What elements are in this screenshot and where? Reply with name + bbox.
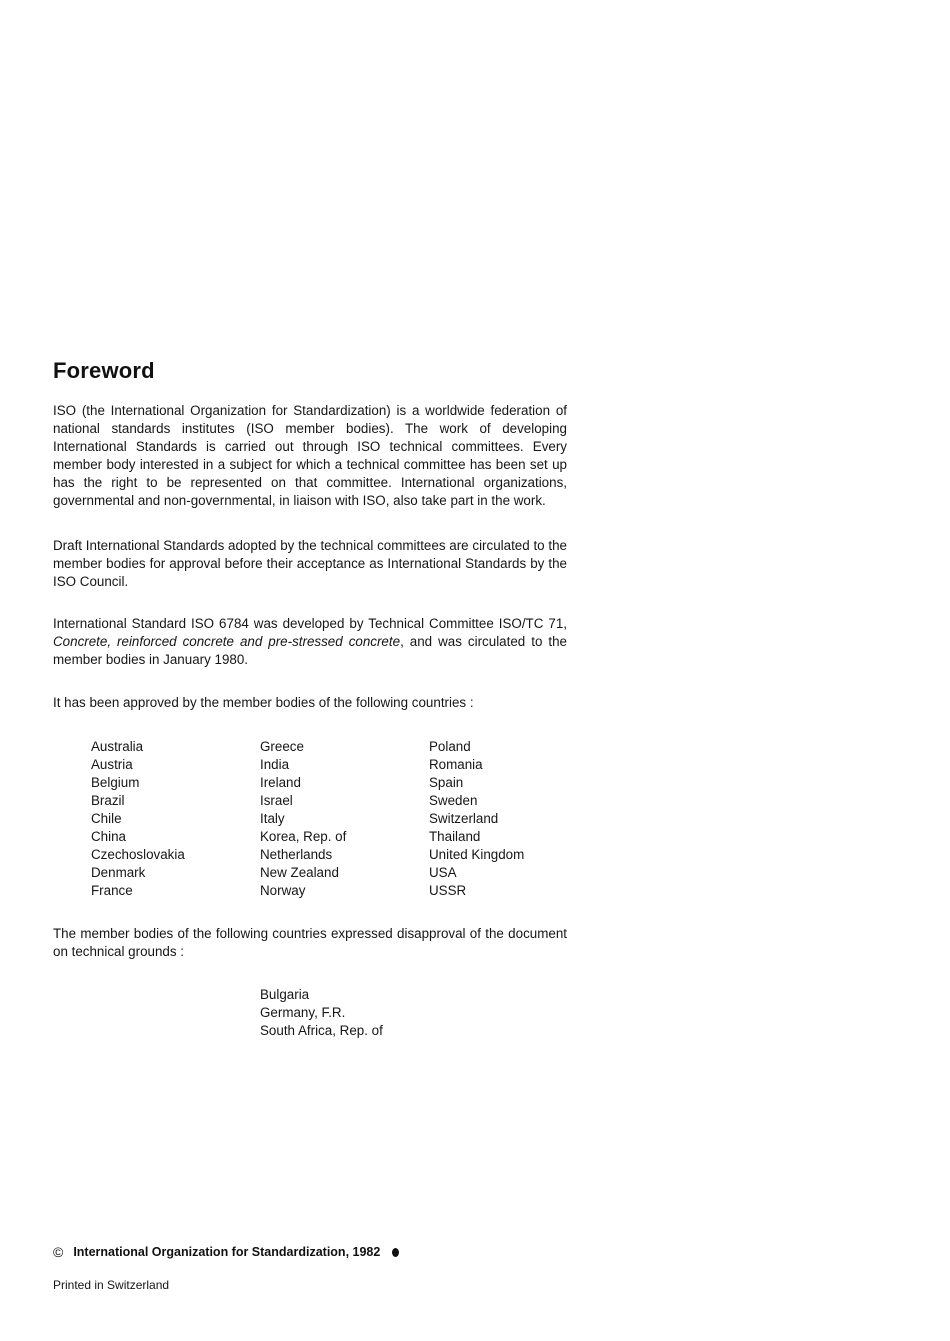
country-item: Austria [91, 757, 133, 772]
country-item: Korea, Rep. of [260, 829, 347, 844]
page-title: Foreword [53, 358, 155, 383]
committee-title: Concrete, reinforced concrete and pre-stressed concrete [53, 634, 401, 649]
country-item: Switzerland [429, 811, 499, 826]
paragraph-iso-6784-part2: , and was circulated to the member bodies in January 1980. [53, 634, 567, 667]
country-item: Belgium [91, 775, 140, 790]
country-item: France [91, 883, 133, 898]
paragraph-draft-standards: Draft International Standards adopted by the technical committees are circulated to the member bodies for approval before their acceptance as International Standards by the ISO Council. [53, 538, 567, 589]
country-item: New Zealand [260, 865, 339, 880]
country-item: India [260, 757, 290, 772]
country-item: Thailand [429, 829, 481, 844]
country-item: Denmark [91, 865, 146, 880]
bullet-icon [392, 1248, 399, 1257]
paragraph-iso-6784-part1: International Standard ISO 6784 was developed by Technical Committee ISO/TC 71, [53, 616, 567, 631]
country-item: United Kingdom [429, 847, 525, 862]
country-item: Bulgaria [260, 987, 310, 1002]
country-item: Greece [260, 739, 304, 754]
country-item: Germany, F.R. [260, 1005, 346, 1020]
paragraph-disapproval: The member bodies of the following countries expressed disapproval of the document on technical grounds : [53, 926, 567, 959]
paragraph-approval: It has been approved by the member bodies of the following countries : [53, 695, 474, 710]
country-item: Norway [260, 883, 306, 898]
country-item: USSR [429, 883, 467, 898]
paragraph-iso-6784 [53, 615, 567, 669]
country-item: Italy [260, 811, 285, 826]
country-item: Poland [429, 739, 471, 754]
country-item: Australia [91, 739, 144, 754]
country-item: Ireland [260, 775, 301, 790]
country-item: Israel [260, 793, 293, 808]
approving-countries-list [91, 738, 598, 900]
copyright-icon: © [53, 1244, 64, 1260]
country-item: Brazil [91, 793, 125, 808]
country-item: Sweden [429, 793, 478, 808]
country-item: China [91, 829, 126, 844]
country-item: Netherlands [260, 847, 333, 862]
country-item: Czechoslovakia [91, 847, 185, 862]
copyright-line [53, 1244, 399, 1260]
printed-in: Printed in Switzerland [53, 1278, 170, 1292]
country-item: Romania [429, 757, 483, 772]
disapproving-countries-list [260, 986, 383, 1040]
copyright-text: International Organization for Standardization, 1982 [73, 1245, 381, 1259]
country-item: Spain [429, 775, 464, 790]
country-item: Chile [91, 811, 122, 826]
country-item: South Africa, Rep. of [260, 1023, 383, 1038]
country-item: USA [429, 865, 457, 880]
paragraph-iso-intro: ISO (the International Organization for Standardization) is a worldwide federation of national standards institutes (ISO member bodies). The work of developing International Standards is carried out through ISO technical committees. Every member body interested in a subject for which a technical committee has been set up has the right to be represented on that committee. International organizations, governmental and non-governmental, in liaison with ISO, also take part in the work. [53, 403, 567, 508]
